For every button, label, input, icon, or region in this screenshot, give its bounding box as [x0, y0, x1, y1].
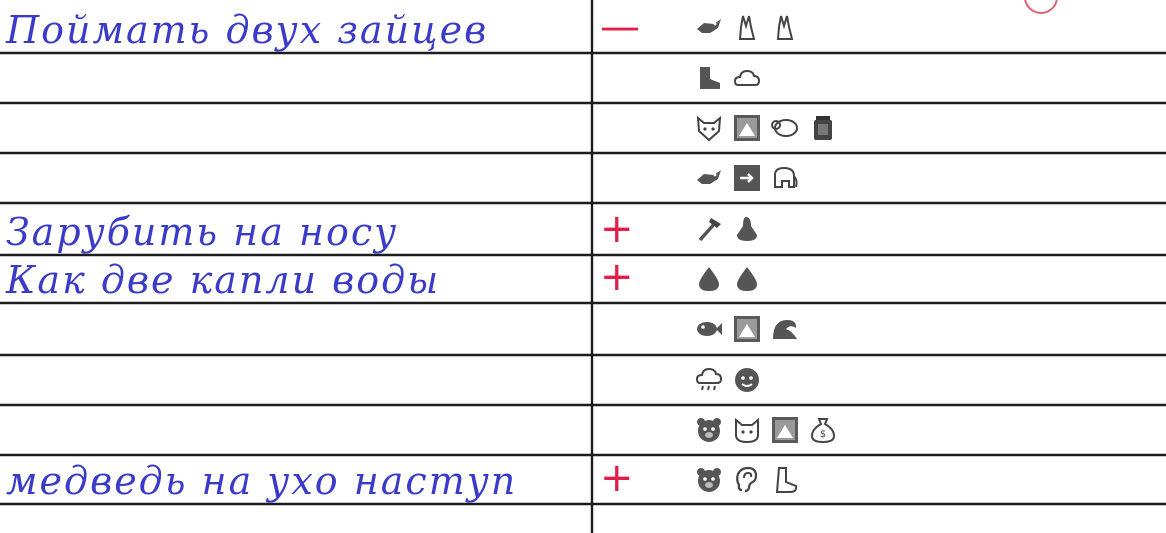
cat-face-icon [731, 414, 763, 446]
rain-cloud-icon [693, 364, 725, 396]
table-row [0, 153, 1166, 203]
table-row [0, 103, 1166, 153]
handwritten-phrase: медведь на ухо наступ [6, 459, 518, 503]
bird-icon [693, 11, 725, 43]
rebus-icons [693, 414, 839, 446]
table-row [0, 355, 1166, 405]
nose-icon [731, 213, 763, 245]
foot-icon [769, 464, 801, 496]
mountain-picture-icon [731, 112, 763, 144]
table-row [0, 455, 1166, 504]
bear-face-icon [693, 464, 725, 496]
axe-icon [693, 213, 725, 245]
bear-face-icon [693, 414, 725, 446]
rebus-icons [693, 263, 763, 295]
boot-icon [693, 62, 725, 94]
answer-mark: + [600, 206, 634, 252]
cloud-icon [731, 62, 763, 94]
rebus-icons [693, 162, 801, 194]
table-row [0, 0, 1166, 53]
fish-icon [693, 313, 725, 345]
table-row [0, 255, 1166, 303]
rebus-icons [693, 112, 839, 144]
jar-icon [807, 112, 839, 144]
handwritten-phrase: Зарубить на носу [6, 210, 399, 254]
arrow-box-icon [731, 162, 763, 194]
rebus-icons [693, 464, 801, 496]
rebus-icons [693, 11, 801, 43]
drop-icon [731, 263, 763, 295]
ear-icon [731, 464, 763, 496]
drop-icon [693, 263, 725, 295]
wave-icon [769, 313, 801, 345]
face-icon [731, 364, 763, 396]
table-row [0, 405, 1166, 455]
table-row [0, 303, 1166, 355]
handwritten-phrase: Поймать двух зайцев [6, 8, 489, 52]
table-row [0, 53, 1166, 103]
bird-icon [693, 162, 725, 194]
table-row [0, 203, 1166, 255]
rebus-icons [693, 364, 763, 396]
hare-icon [731, 11, 763, 43]
answer-mark: + [600, 455, 634, 501]
answer-mark: — [600, 4, 640, 50]
rebus-icons [693, 213, 763, 245]
mountain-picture-icon [769, 414, 801, 446]
handwritten-phrase: Как две капли воды [6, 258, 441, 302]
elephant-icon [769, 162, 801, 194]
mountain-picture-icon [731, 313, 763, 345]
wolf-icon [693, 112, 725, 144]
rebus-icons [693, 62, 763, 94]
sheep-icon [769, 112, 801, 144]
hare-icon [769, 11, 801, 43]
money-bag-icon [807, 414, 839, 446]
answer-mark: + [600, 254, 634, 300]
svg-text:$: $ [819, 429, 827, 440]
rebus-icons [693, 313, 801, 345]
